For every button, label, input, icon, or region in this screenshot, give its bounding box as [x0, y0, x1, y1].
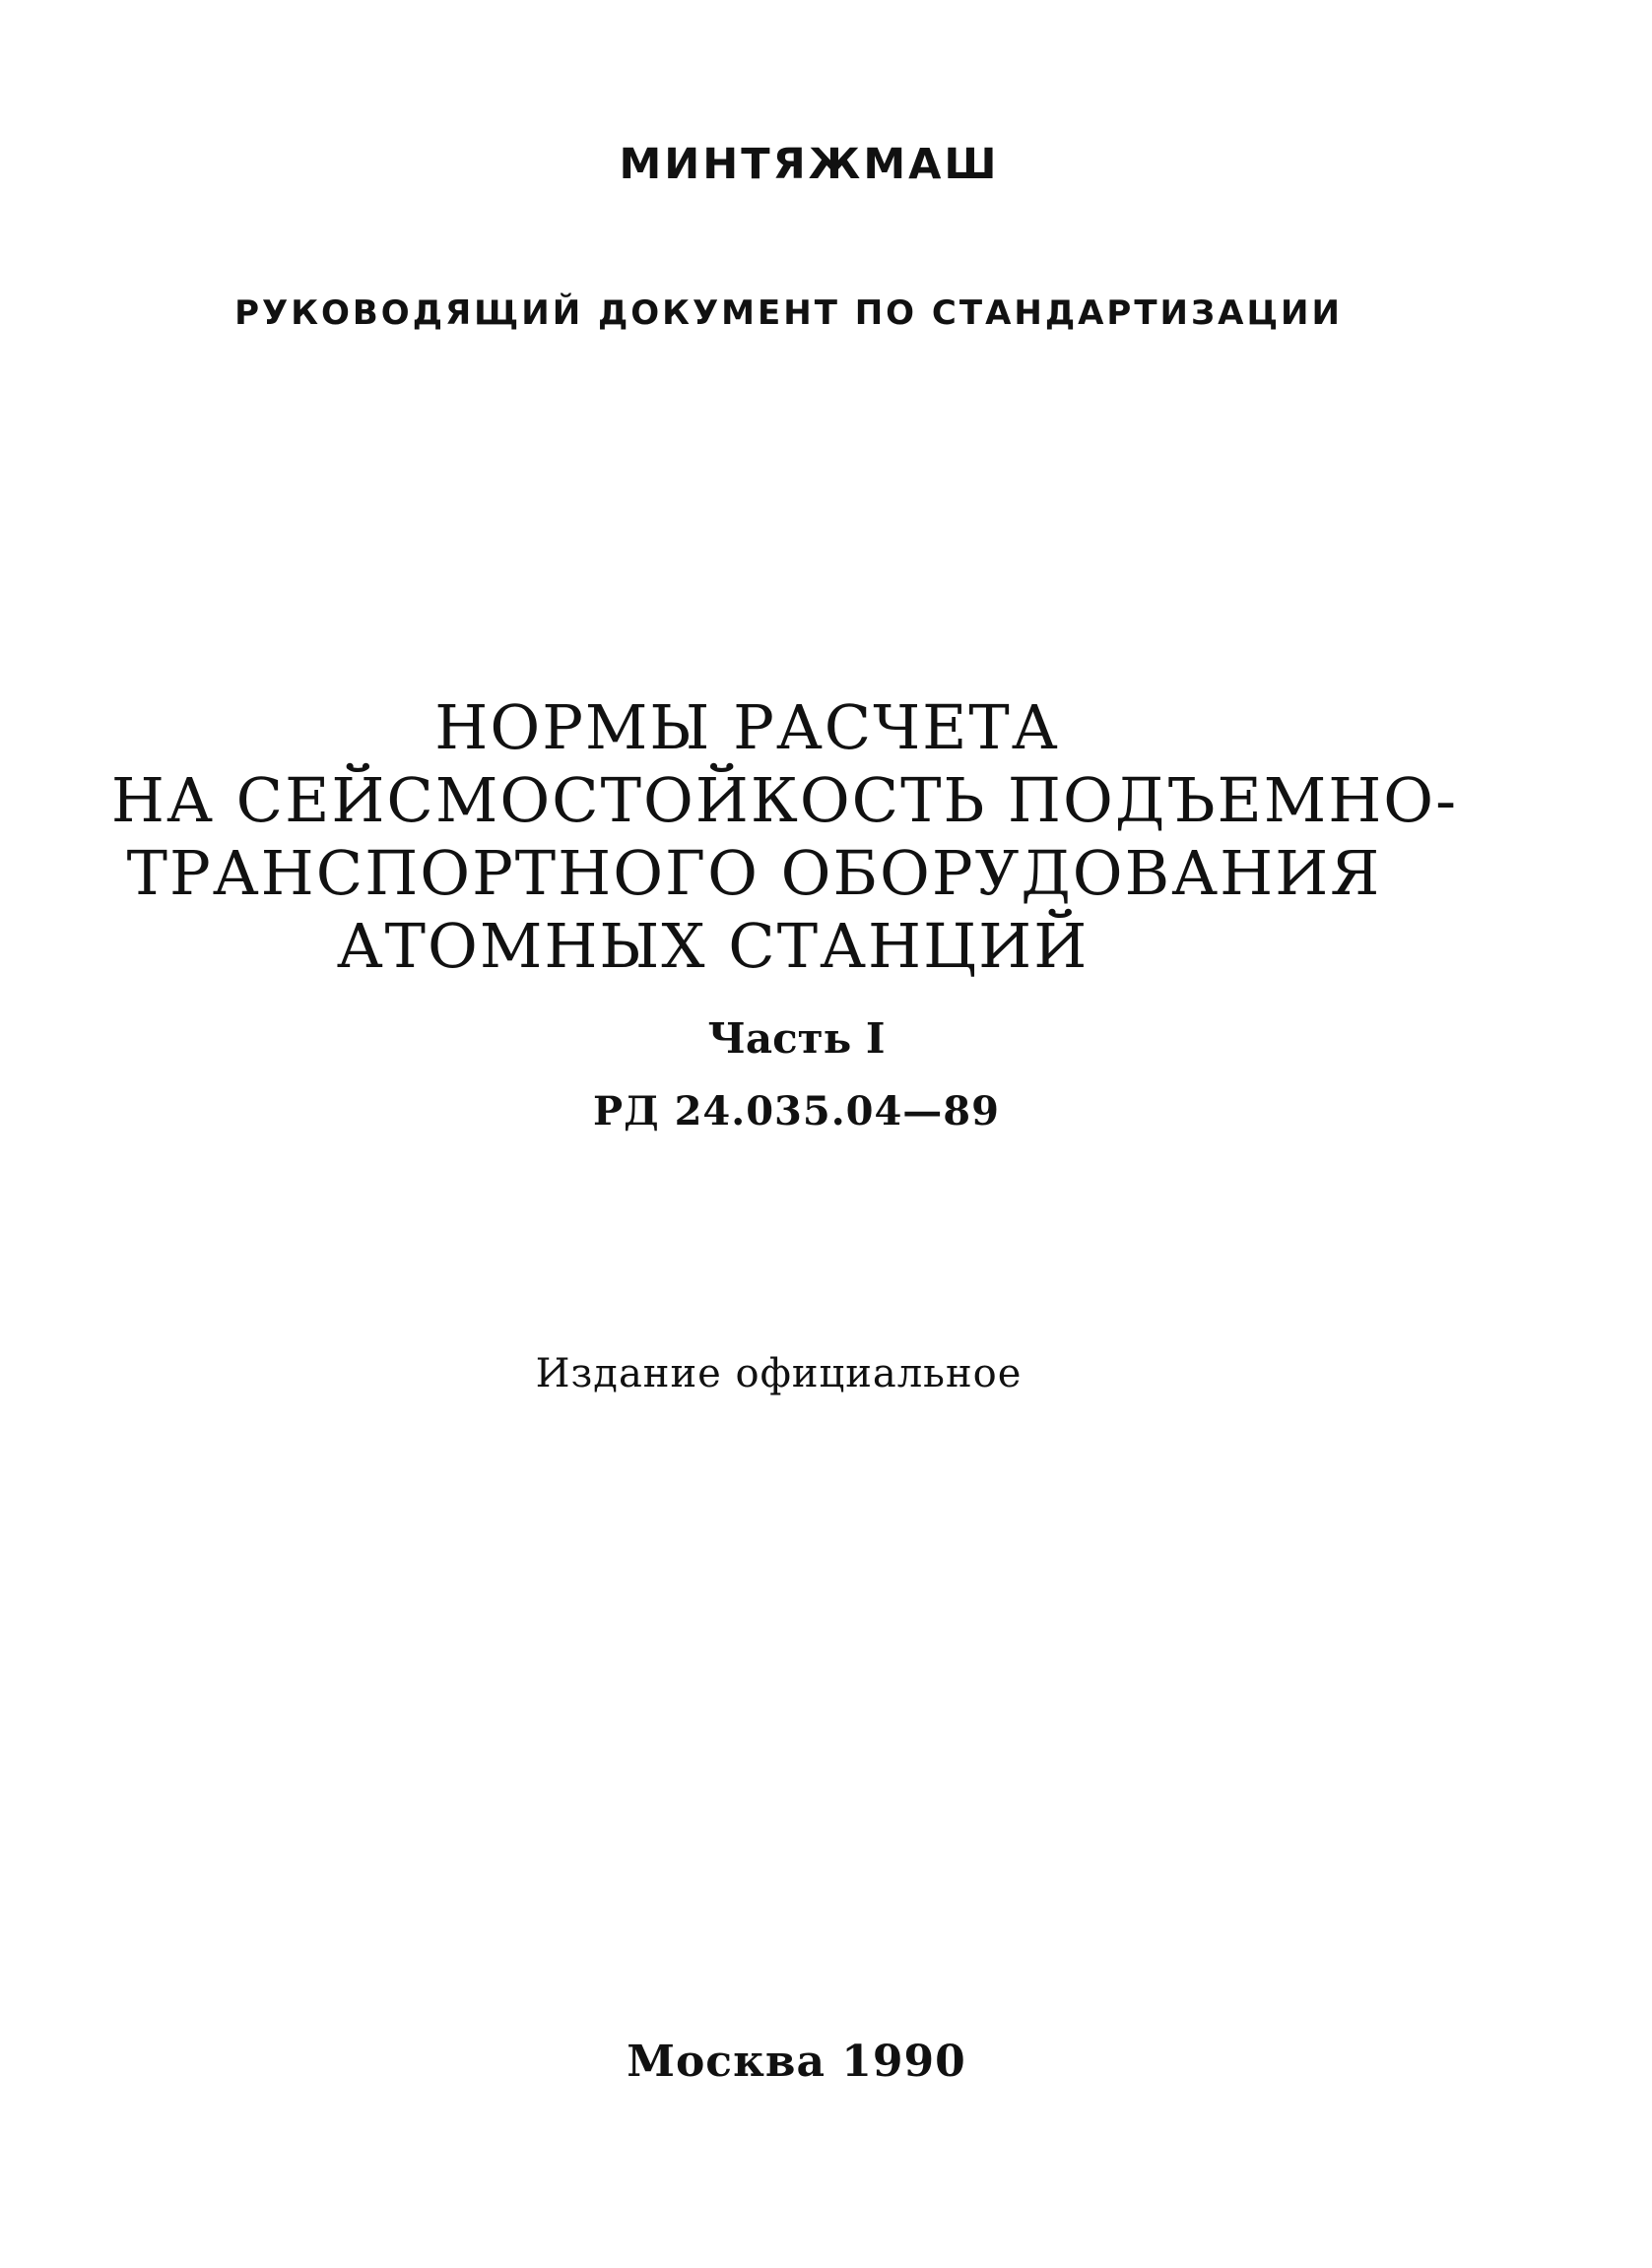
part-number: Часть I: [707, 1014, 886, 1063]
title-line-3: ТРАНСПОРТНОГО ОБОРУДОВАНИЯ: [126, 837, 1382, 909]
document-type: РУКОВОДЯЩИЙ ДОКУМЕНТ ПО СТАНДАРТИЗАЦИИ: [234, 293, 1343, 333]
publication-imprint: Москва 1990: [627, 2037, 966, 2087]
title-line-2: НА СЕЙСМОСТОЙКОСТЬ ПОДЪЕМНО-: [110, 764, 1459, 836]
title-line-1: НОРМЫ РАСЧЕТА: [434, 691, 1060, 763]
edition-note: Издание официальное: [535, 1351, 1023, 1396]
document-code: РД 24.035.04—89: [593, 1088, 1000, 1134]
title-line-4: АТОМНЫХ СТАНЦИЙ: [336, 910, 1090, 982]
ministry-name: МИНТЯЖМАШ: [619, 140, 1000, 189]
